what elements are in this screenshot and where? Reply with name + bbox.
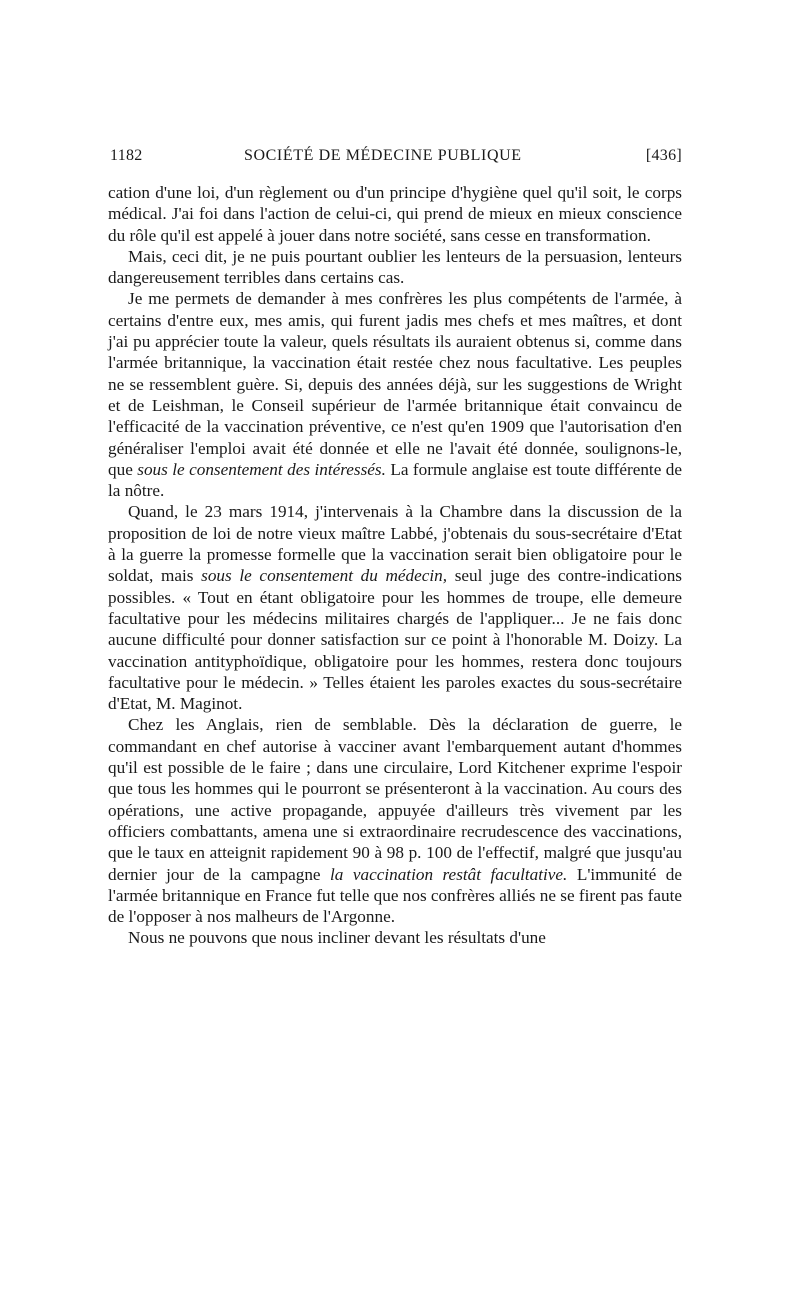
paragraph-british-army [108, 288, 682, 501]
italic-phrase: sous le consentement du médecin, [201, 566, 448, 586]
paragraph-final [108, 927, 682, 948]
paragraph-text: Je me permets de demander à mes confrères les plus compétents de l'armée, à certains d'entre eux, mes amis, qui furent jadis mes chefs et mes maîtres, et dont j'ai pu apprécier toute la valeur, quels résultats ils auraient obtenus si, comme dans l'armée britannique, la vaccination était restée chez nous facultative. Les peuples ne se ressemblent guère. Si, depuis des années déjà, sur les suggestions de Wright et de Leishman, le Conseil supérieur de l'armée britannique était convaincu de l'efficacité de la vaccination préventive, ce n'est qu'en 1909 que l'autorisation d'en généraliser l'emploi avait été donnée et elle ne l'avait été donnée, soulignons-le, que [108, 289, 682, 479]
page-number: 1182 [110, 147, 143, 164]
section-reference: [436] [645, 147, 682, 164]
paragraph-text: cation d'une loi, d'un règlement ou d'un principe d'hygiène quel qu'il soit, le corps médical. J'ai foi dans l'action de celui-ci, qui prend de mieux en mieux conscience du rôle qu'il est appelé à jouer dans notre société, sans cesse en transformation. [108, 183, 682, 245]
body-text [108, 182, 682, 949]
paragraph-text: Quand, le 23 mars 1914, j'intervenais à la Chambre dans la discussion de la proposition de loi de notre vieux maître Labbé, j'obtenais du sous-secrétaire d'Etat à la guerre la promesse formelle que la vaccination serait bien obligatoire pour le soldat, mais [108, 502, 682, 586]
running-header [108, 144, 682, 168]
paragraph-text: La formule anglaise est toute différente de la nôtre. [108, 459, 682, 501]
paragraph-text: Chez les Anglais, rien de semblable. Dès la déclaration de guerre, le commandant en chef autorise à vacciner avant l'embarquement autant d'hommes qu'il est possible de le faire ; dans une circulaire, Lord Kitchener exprime l'espoir que tous les hommes qui le pourront se présenteront à la vaccination. Au cours des opérations, une active propagande, appuyée d'ailleurs très vivement par les officiers combattants, amena une si extraordinaire recrudescence des vaccinations, que le taux en atteignit rapidement 90 à 98 p. 100 de l'effectif, malgré que jusqu'au dernier jour de la campagne [108, 715, 682, 884]
italic-phrase: sous le consentement des intéressés. [137, 459, 386, 479]
paragraph-text: L'immunité de l'armée britannique en France fut telle que nos confrères alliés ne se firent pas faute de l'opposer à nos malheurs de l'Argonne. [108, 864, 682, 927]
paragraph-persuasion [108, 246, 682, 289]
paragraph-chamber-1914 [108, 501, 682, 714]
paragraph-text: Mais, ceci dit, je ne puis pourtant oublier les lenteurs de la persuasion, lenteurs dangereusement terribles dans certains cas. [108, 246, 682, 288]
paragraph-continuation [108, 182, 682, 246]
journal-title: SOCIÉTÉ DE MÉDECINE PUBLIQUE [244, 147, 522, 164]
italic-phrase: la vaccination restât facultative. [330, 864, 568, 884]
paragraph-text: seul juge des contre-indications possibles. « Tout en étant obligatoire pour les hommes de troupe, elle demeure facultative pour les médecins militaires chargés de l'appliquer... Je ne fais donc aucune difficulté pour donner satisfaction sur ce point à l'honorable M. Doizy. La vaccination antityphoïdique, obligatoire pour les hommes, restera donc toujours facultative pour le médecin. » Telles étaient les paroles exactes du sous-secrétaire d'Etat, M. Maginot. [108, 566, 682, 714]
paragraph-text: Nous ne pouvons que nous incliner devant les résultats d'une [128, 928, 546, 948]
paragraph-english [108, 714, 682, 927]
